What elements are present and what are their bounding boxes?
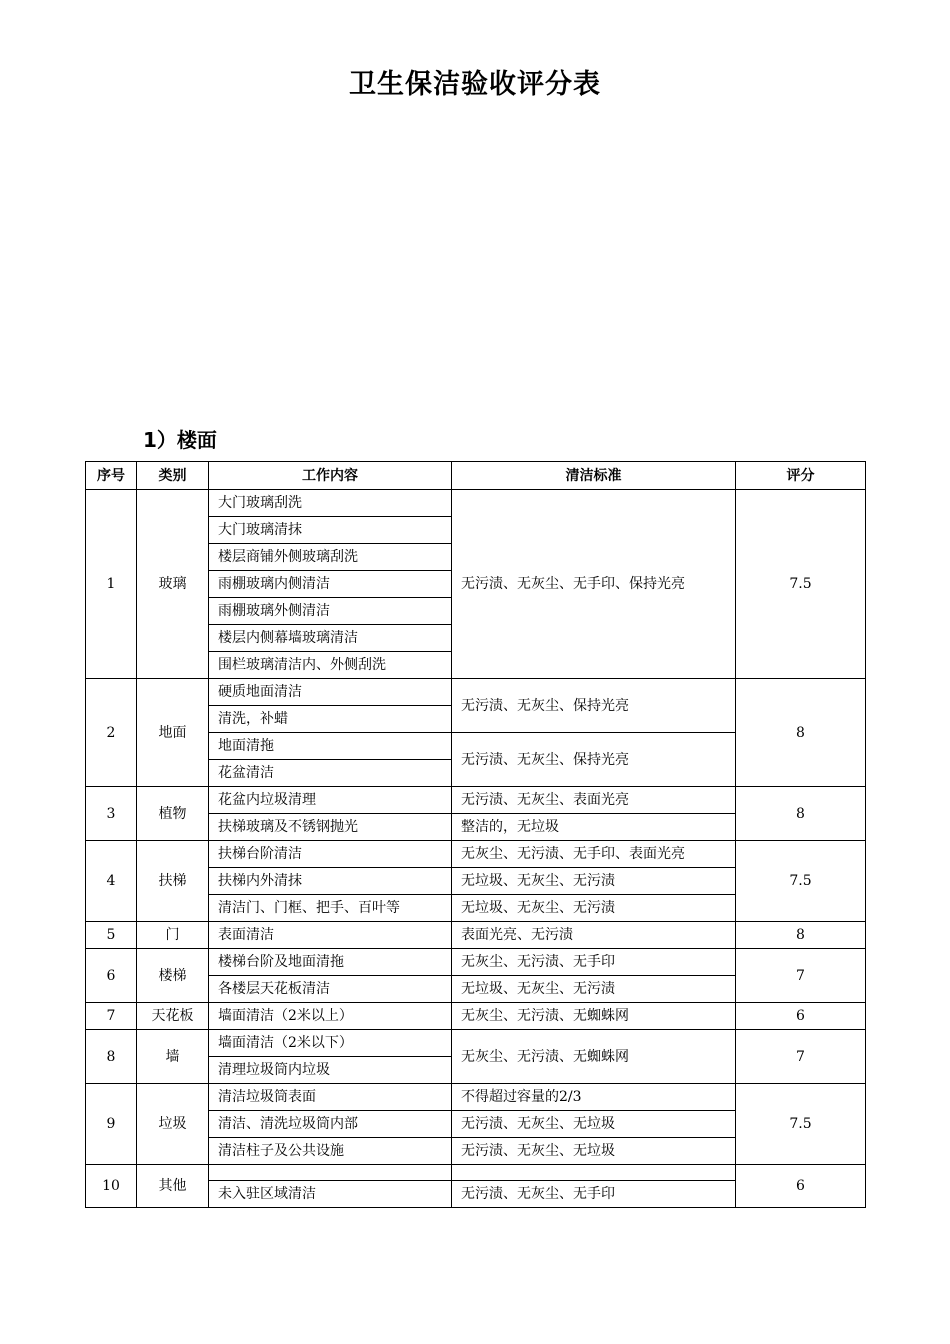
row-category: 墙 — [137, 1030, 209, 1084]
row-task: 花盆清洁 — [209, 760, 452, 787]
row-task: 地面清拖 — [209, 733, 452, 760]
row-task: 清洗，补蜡 — [209, 706, 452, 733]
row-standard: 整洁的，无垃圾 — [452, 814, 736, 841]
row-task: 扶梯台阶清洁 — [209, 841, 452, 868]
cleaning-score-table — [85, 461, 866, 1208]
row-task: 花盆内垃圾清理 — [209, 787, 452, 814]
row-task: 清洁门、门框、把手、百叶等 — [209, 895, 452, 922]
row-task: 扶梯玻璃及不锈钢抛光 — [209, 814, 452, 841]
row-task: 楼梯台阶及地面清拖 — [209, 949, 452, 976]
row-category: 植物 — [137, 787, 209, 841]
table-row — [86, 1084, 866, 1111]
row-score: 8 — [736, 679, 866, 787]
row-task: 墙面清洁（2米以下） — [209, 1030, 452, 1057]
row-category: 门 — [137, 922, 209, 949]
row-standard: 无污渍、无灰尘、保持光亮 — [452, 733, 736, 787]
table-row — [86, 679, 866, 706]
row-task: 各楼层天花板清洁 — [209, 976, 452, 1003]
header-score: 评分 — [736, 462, 866, 490]
row-task: 表面清洁 — [209, 922, 452, 949]
row-no: 7 — [86, 1003, 137, 1030]
row-score: 7 — [736, 949, 866, 1003]
header-no: 序号 — [86, 462, 137, 490]
row-category: 地面 — [137, 679, 209, 787]
row-standard: 无垃圾、无灰尘、无污渍 — [452, 976, 736, 1003]
row-standard: 无污渍、无灰尘、无垃圾 — [452, 1138, 736, 1165]
row-category: 楼梯 — [137, 949, 209, 1003]
table-row — [86, 787, 866, 814]
row-score: 8 — [736, 787, 866, 841]
row-standard: 不得超过容量的2/3 — [452, 1084, 736, 1111]
row-task: 清洁柱子及公共设施 — [209, 1138, 452, 1165]
row-task: 清理垃圾筒内垃圾 — [209, 1057, 452, 1084]
row-no: 4 — [86, 841, 137, 922]
row-standard: 无灰尘、无污渍、无手印 — [452, 949, 736, 976]
row-score: 6 — [736, 1165, 866, 1208]
row-standard: 无灰尘、无污渍、无蜘蛛网 — [452, 1030, 736, 1084]
header-work: 工作内容 — [209, 462, 452, 490]
table-row — [86, 490, 866, 517]
row-task: 墙面清洁（2米以上） — [209, 1003, 452, 1030]
table-row — [86, 1165, 866, 1181]
row-category: 其他 — [137, 1165, 209, 1208]
row-task: 大门玻璃清抹 — [209, 517, 452, 544]
table-header-row — [86, 462, 866, 490]
row-task: 楼层内侧幕墙玻璃清洁 — [209, 625, 452, 652]
row-score: 7 — [736, 1030, 866, 1084]
row-task: 硬质地面清洁 — [209, 679, 452, 706]
row-standard: 无灰尘、无污渍、无蜘蛛网 — [452, 1003, 736, 1030]
header-standard: 清洁标准 — [452, 462, 736, 490]
row-standard: 无灰尘、无污渍、无手印、表面光亮 — [452, 841, 736, 868]
row-score: 8 — [736, 922, 866, 949]
table-row — [86, 922, 866, 949]
row-no: 6 — [86, 949, 137, 1003]
row-standard: 无垃圾、无灰尘、无污渍 — [452, 895, 736, 922]
row-no: 5 — [86, 922, 137, 949]
table-row — [86, 1030, 866, 1057]
row-standard: 无污渍、无灰尘、表面光亮 — [452, 787, 736, 814]
row-task: 围栏玻璃清洁内、外侧刮洗 — [209, 652, 452, 679]
row-standard: 表面光亮、无污渍 — [452, 922, 736, 949]
row-task: 楼层商铺外侧玻璃刮洗 — [209, 544, 452, 571]
row-no: 2 — [86, 679, 137, 787]
row-no: 3 — [86, 787, 137, 841]
row-category: 垃圾 — [137, 1084, 209, 1165]
row-task: 清洁、清洗垃圾筒内部 — [209, 1111, 452, 1138]
section-heading: 1）楼面 — [143, 428, 217, 452]
header-category: 类别 — [137, 462, 209, 490]
row-score: 6 — [736, 1003, 866, 1030]
row-no: 1 — [86, 490, 137, 679]
table-row — [86, 949, 866, 976]
row-task — [209, 1165, 452, 1181]
row-standard: 无污渍、无灰尘、无手印、保持光亮 — [452, 490, 736, 679]
row-standard: 无污渍、无灰尘、无垃圾 — [452, 1111, 736, 1138]
row-standard: 无垃圾、无灰尘、无污渍 — [452, 868, 736, 895]
row-no: 8 — [86, 1030, 137, 1084]
table-row — [86, 1003, 866, 1030]
row-standard: 无污渍、无灰尘、无手印 — [452, 1181, 736, 1208]
row-standard: 无污渍、无灰尘、保持光亮 — [452, 679, 736, 733]
row-task: 未入驻区域清洁 — [209, 1181, 452, 1208]
row-score: 7.5 — [736, 490, 866, 679]
document-title: 卫生保洁验收评分表 — [349, 69, 601, 100]
row-task: 清洁垃圾筒表面 — [209, 1084, 452, 1111]
row-score: 7.5 — [736, 841, 866, 922]
row-no: 10 — [86, 1165, 137, 1208]
row-task: 扶梯内外清抹 — [209, 868, 452, 895]
row-category: 天花板 — [137, 1003, 209, 1030]
row-no: 9 — [86, 1084, 137, 1165]
table-row — [86, 841, 866, 868]
row-category: 扶梯 — [137, 841, 209, 922]
row-task: 大门玻璃刮洗 — [209, 490, 452, 517]
row-task: 雨棚玻璃外侧清洁 — [209, 598, 452, 625]
row-category: 玻璃 — [137, 490, 209, 679]
row-score: 7.5 — [736, 1084, 866, 1165]
row-task: 雨棚玻璃内侧清洁 — [209, 571, 452, 598]
row-standard — [452, 1165, 736, 1181]
